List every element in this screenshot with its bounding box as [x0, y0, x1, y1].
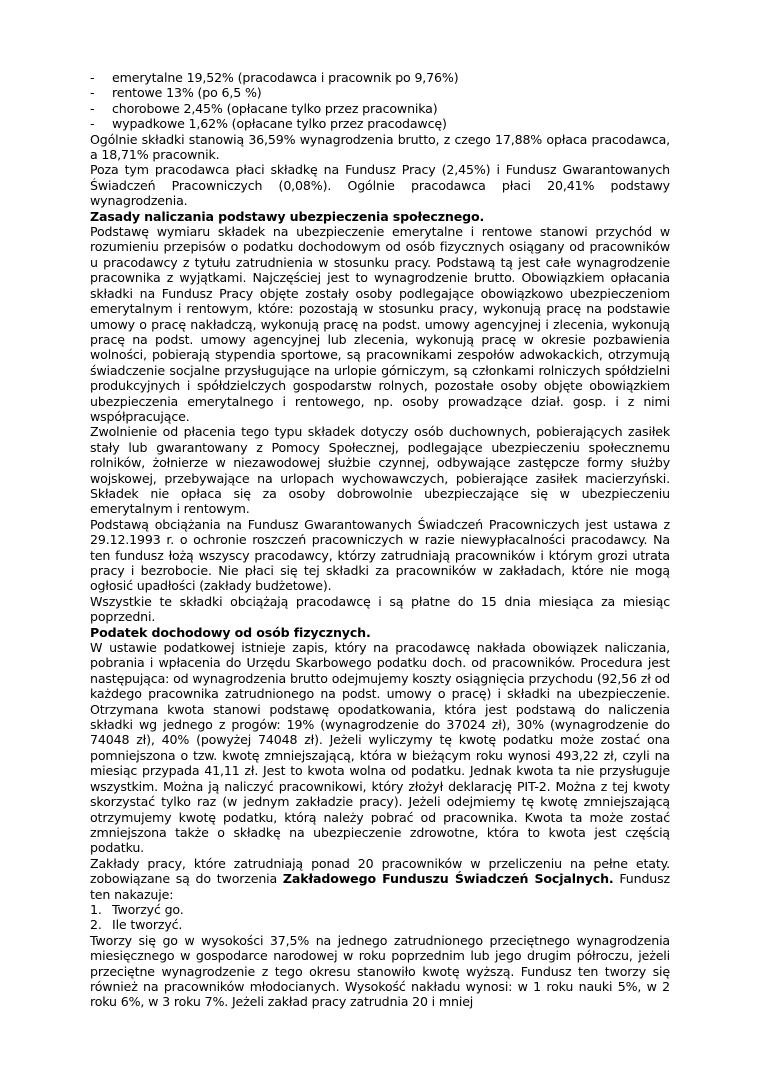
list-item-text: wypadkowe 1,62% (opłacane tylko przez pracodawcę) [112, 116, 447, 132]
paragraph-assessment-basis: Podstawę wymiaru składek na ubezpieczenie emerytalne i rentowe stanowi przychód w rozumieniu przepisów o podatku dochodowym od osób fizycznych osiągany od pracowników u pracodawcy z tytułu zatrudnienia w stosunku pracy. Podstawą tą jest całe wynagrodzenie pracownika z wyjątkami. Najczęściej jest to wynagrodzenie brutto. Obowiązkiem opłacania składki na Fundusz Pracy objęte zostały osoby podlegające obowiązkowo ubezpieczeniom emerytalnym i rentowym, które: pozostają w stosunku pracy, wykonują pracę na podstawie umowy o pracę nakładczą, wykonują pracę na podst. umowy agencyjnej i zlecenia, wykonują pracę na podst. umowy agencyjnej lub zlecenia, wykonują pracę w okresie pozbawienia wolności, pobierają stypendia sportowe, są pracownikami zespołów adwokackich, otrzymują świadczenie socjalne przysługujące na urlopie górniczym, są członkami rolniczych spółdzielni produkcyjnych i spółdzielczych gospodarstw rolnych, pozostałe osoby objęte obowiązkiem ubezpieczenia emerytalnego i rentowego, np. osoby prowadzące dział. gosp. i z nimi współpracujące. [90, 224, 670, 424]
section-heading: Zasady naliczania podstawy ubezpieczenia społecznego. [90, 208, 485, 224]
bullet-marker: - [90, 70, 95, 85]
document-page [90, 70, 670, 1010]
bullet-marker: - [90, 100, 95, 116]
section-heading: Podatek dochodowy od osób fizycznych. [90, 624, 371, 640]
list-item [90, 116, 670, 131]
numbered-item [90, 902, 670, 917]
list-item [90, 85, 670, 100]
paragraph-contributions-total: Ogólnie składki stanowią 36,59% wynagrodzenia brutto, z czego 17,88% opłaca pracodawca, a 18,71% pracownik. [90, 131, 670, 163]
paragraph-text: Zakłady pracy, które zatrudniają ponad 20 pracowników w przeliczeniu na pełne etaty. zobowiązane są do tworzenia [90, 855, 670, 887]
list-item-text: chorobowe 2,45% (opłacane tylko przez pracownika) [112, 100, 438, 116]
paragraph-labour-fund: Poza tym pracodawca płaci składkę na Fundusz Pracy (2,45%) i Fundusz Gwarantowanych Świadczeń Pracowniczych (0,08%). Ogólnie pracodawca płaci 20,41% podstawy wynagrodzenia. [90, 162, 670, 209]
item-number: 1. [90, 901, 102, 917]
bullet-marker: - [90, 85, 95, 101]
paragraph-payment-deadline: Wszystkie te składki obciążają pracodawcę i są płatne do 15 dnia miesiąca za miesiąc poprzedni. [90, 593, 670, 625]
paragraph-income-tax: W ustawie podatkowej istnieje zapis, który na pracodawcę nakłada obowiązek naliczania, pobrania i wpłacenia do Urzędu Skarbowego podatku doch. od pracowników. Procedura jest następująca: od wynagrodzenia brutto odejmujemy koszty osiągnięcia przychodu (92,56 zł od każdego pracownika zatrudnionego na podst. umowy o pracę) i składki na ubezpieczenie. Otrzymana kwota stanowi podstawę opodatkowania, która jest podstawą do naliczenia składki wg jednego z progów: 19% (wynagrodzenie do 37024 zł), 30% (wynagrodzenie do 74048 zł), 40% (powyżej 74048 zł). Jeżeli wyliczymy tę kwotę podatku może zostać ona pomniejszona o tzw. kwotę zmniejszającą, która w bieżącym roku wynosi 493,22 zł, czyli na miesiąc przypada 41,11 zł. Jest to kwota wolna od podatku. Jednak kwota ta nie przysługuje wszystkim. Można ją naliczyć pracownikowi, który złożył deklarację PIT-2. Można z tej kwoty skorzystać tylko raz (w jednym zakładzie pracy). Jeżeli odejmiemy tę kwotę zmniejszającą otrzymujemy kwotę podatku, którą należy pobrać od pracownika. Kwota ta może zostać zmniejszona także o składkę na ubezpieczenie zdrowotne, która to kwota jest częścią podatku. [90, 640, 670, 856]
fund-name-bold: Zakładowego Funduszu Świadczeń Socjalnych. [282, 871, 614, 887]
list-item [90, 101, 670, 116]
item-text: Ile tworzyć. [112, 917, 183, 933]
bullet-marker: - [90, 116, 95, 132]
list-item-text: emerytalne 19,52% (pracodawca i pracownik po 9,76%) [112, 70, 459, 85]
list-item [90, 70, 670, 85]
paragraph-social-fund [90, 856, 670, 902]
list-item-text: rentowe 13% (po 6,5 %) [112, 85, 262, 101]
paragraph-text: Fundusz ten nakazuje: [90, 871, 670, 902]
paragraph-exemptions: Zwolnienie od płacenia tego typu składek dotyczy osób duchownych, pobierających zasiłek stały lub gwarantowany z Pomocy Społecznej, podlegające ubezpieczeniu społecznemu rolników, żołnierze w niezawodowej służbie czynnej, odbywające zastępcze formy służby wojskowej, przebywające na urlopach wychowawczych, pobierające zasiłek macierzyński. Składek nie opłaca się za osoby dobrowolnie ubezpieczające się w ubezpieczeniu emerytalnym i rentowym. [90, 424, 670, 517]
paragraph-fund-amount: Tworzy się go w wysokości 37,5% na jednego zatrudnionego przeciętnego wynagrodzenia miesięcznego w gospodarce narodowej w roku poprzednim lub jego drugim półroczu, jeżeli przeciętne wynagrodzenie z tego okresu stanowiło kwotę wyższą. Fundusz ten tworzy się również na pracowników młodocianych. Wysokość nakładu wynosi: w 1 roku nauki 5%, w 2 roku 6%, w 3 roku 7%. Jeżeli zakład pracy zatrudnia 20 i mniej [90, 932, 670, 1010]
item-text: Tworzyć go. [112, 901, 184, 917]
numbered-item [90, 917, 670, 932]
item-number: 2. [90, 917, 102, 933]
paragraph-guarantee-fund: Podstawą obciążania na Fundusz Gwarantowanych Świadczeń Pracowniczych jest ustawa z 29.12.1993 r. o ochronie roszczeń pracowniczych w razie niewypłacalności pracodawcy. Na ten fundusz łożą wszyscy pracodawcy, którzy zatrudniają pracowników i którym grozi utrata pracy i bezrobocie. Nie płaci się tej składki za pracowników w zakładach, które nie mogą ogłosić upadłości (zakłady budżetowe). [90, 516, 670, 594]
